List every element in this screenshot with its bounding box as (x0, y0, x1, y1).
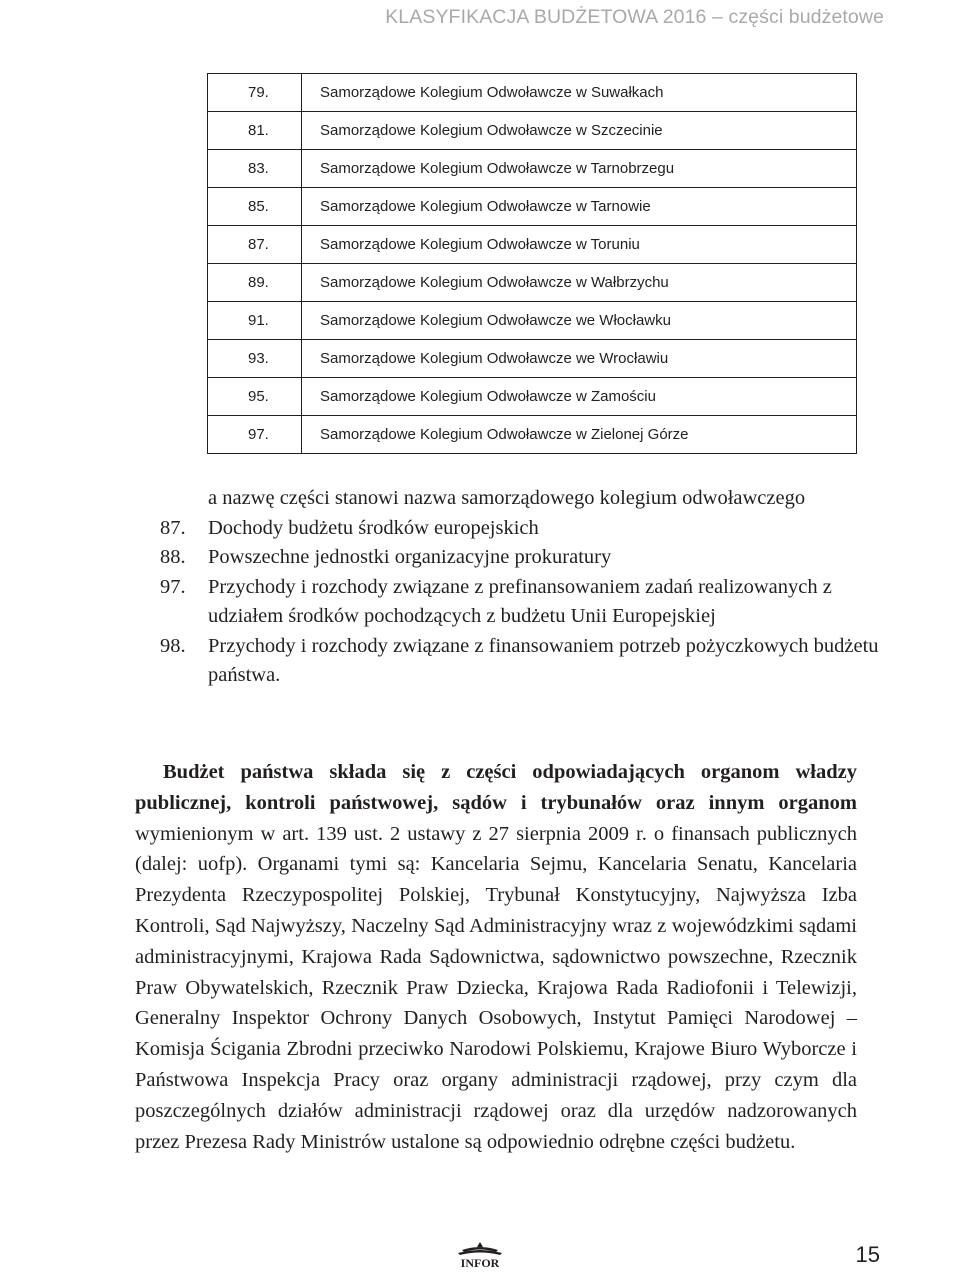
part-number-cell: 95. (208, 378, 302, 416)
part-name-cell: Samorządowe Kolegium Odwoławcze w Wałbrzychu (302, 264, 857, 302)
logo-text: INFOR (460, 1256, 500, 1270)
part-name-cell: Samorządowe Kolegium Odwoławcze w Toruniu (302, 226, 857, 264)
part-name-cell: Samorządowe Kolegium Odwoławcze w Zamościu (302, 378, 857, 416)
paragraph-bold-lead: Budżet państwa składa się z części odpowiadających organom władzy publicznej, kontroli państwowej, sądów i trybunałów oraz innym organom (135, 761, 857, 814)
list-item-text: Przychody i rozchody związane z finansowaniem potrzeb pożyczkowych budżetu państwa. (208, 634, 879, 686)
part-number-cell: 89. (208, 264, 302, 302)
part-number-cell: 81. (208, 112, 302, 150)
infor-logo (440, 1240, 520, 1270)
list-item-text: Powszechne jednostki organizacyjne prokuratury (208, 546, 612, 568)
table-row (208, 264, 857, 302)
part-number-cell: 79. (208, 74, 302, 112)
table-row (208, 302, 857, 340)
part-number-cell: 85. (208, 188, 302, 226)
part-number-cell: 91. (208, 302, 302, 340)
body-paragraph (135, 757, 857, 1157)
running-header: KLASYFIKACJA BUDŻETOWA 2016 – części budżetowe (385, 6, 884, 28)
part-number-cell: 87. (208, 226, 302, 264)
table-row (208, 150, 857, 188)
table-row (208, 112, 857, 150)
budget-parts-list (160, 484, 880, 691)
part-name-cell: Samorządowe Kolegium Odwoławcze we Wrocławiu (302, 340, 857, 378)
list-item-text: Przychody i rozchody związane z prefinansowaniem zadań realizowanych z udziałem środków pochodzących z budżetu Unii Europejskiej (208, 575, 832, 627)
list-item (160, 632, 880, 691)
table-row (208, 378, 857, 416)
part-name-cell: Samorządowe Kolegium Odwoławcze w Suwałkach (302, 74, 857, 112)
list-item-number: 87. (160, 516, 186, 539)
list-item (160, 514, 880, 544)
part-name-cell: Samorządowe Kolegium Odwoławcze w Zielonej Górze (302, 416, 857, 454)
list-item (160, 543, 880, 573)
list-item-text: Dochody budżetu środków europejskich (208, 516, 539, 539)
part-name-cell: Samorządowe Kolegium Odwoławcze w Tarnobrzegu (302, 150, 857, 188)
part-number-cell: 97. (208, 416, 302, 454)
table-row (208, 74, 857, 112)
part-name-cell: Samorządowe Kolegium Odwoławcze w Tarnowie (302, 188, 857, 226)
list-item-number: 97. (160, 575, 186, 598)
table-row (208, 340, 857, 378)
budget-parts-table (207, 73, 857, 454)
table-row (208, 226, 857, 264)
part-name-cell: Samorządowe Kolegium Odwoławcze we Włocławku (302, 302, 857, 340)
part-name-cell: Samorządowe Kolegium Odwoławcze w Szczecinie (302, 112, 857, 150)
paragraph-text: wymienionym w art. 139 ust. 2 ustawy z 27 sierpnia 2009 r. o finansach publicznych (dalej: uofp). Organami tymi są: Kancelaria Sejmu, Kancelaria Senatu, Kancelaria Prezydenta Rzeczypospolitej Polskiej, Trybunał Konstytucyjny, Najwyższa Izba Kontroli, Sąd Najwyższy, Naczelny Sąd Administracyjny wraz z wojewódzkimi sądami administracyjnymi, Krajowa Rada Sądownictwa, sądownictwo powszechne, Rzecznik Praw Obywatelskich, Rzecznik Praw Dziecka, Krajowa Rada Radiofonii i Telewizji, Generalny Inspektor Ochrony Danych Osobowych, Instytut Pamięci Narodowej – Komisja Ścigania Zbrodni przeciwko Narodowi Polskiemu, Krajowe Biuro Wyborcze i Państwowa Inspekcja Pracy oraz organy administracji rządowej, przy czym dla poszczególnych działów administracji rządowej oraz dla urzędów nadzorowanych przez Prezesa Rady Ministrów ustalone są odpowiednio odrębne części budżetu. (135, 822, 857, 1153)
part-number-cell: 83. (208, 150, 302, 188)
table-row (208, 188, 857, 226)
list-item-number: 88. (160, 546, 186, 568)
list-item-number: 98. (160, 634, 186, 657)
list-continuation: a nazwę części stanowi nazwa samorządowego kolegium odwoławczego (208, 487, 806, 509)
part-number-cell: 93. (208, 340, 302, 378)
page-number: 15 (855, 1242, 880, 1267)
table-row (208, 416, 857, 454)
list-item (160, 573, 880, 632)
